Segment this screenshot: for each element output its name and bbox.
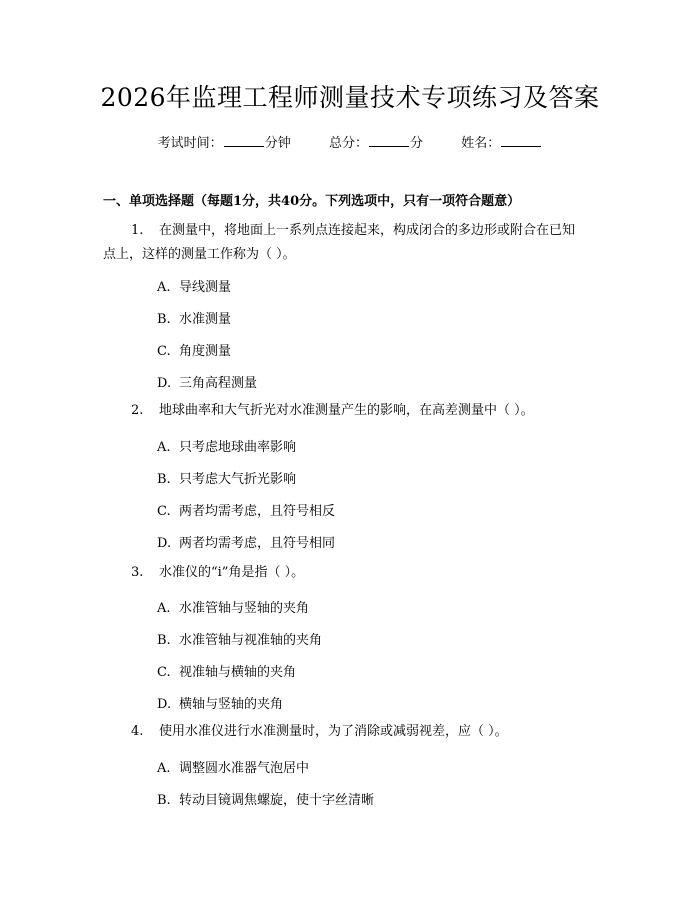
section-heading: 一、单项选择题（每题1分，共40分。下列选项中，只有一项符合题意） [103, 194, 521, 209]
option-1d: D. 三角高程测量 [157, 376, 258, 391]
option-3d: D. 横轴与竖轴的夹角 [157, 697, 284, 712]
question-number: 1. [131, 223, 144, 238]
question-text: 使用水准仪进行水准测量时，为了消除或减弱视差，应（ ）。 [159, 724, 508, 739]
option-2b: B. 只考虑大气折光影响 [157, 472, 297, 487]
option-1b: B. 水准测量 [157, 312, 232, 327]
option-1a: A. 导线测量 [157, 280, 232, 295]
question-4 [103, 720, 603, 744]
time-label: 考试时间： [157, 136, 223, 151]
score-blank [369, 134, 409, 147]
option-2a: A. 只考虑地球曲率影响 [157, 440, 297, 455]
question-2 [103, 399, 603, 423]
score-unit: 分 [410, 136, 424, 151]
option-4b: B. 转动目镜调焦螺旋，使十字丝清晰 [157, 793, 375, 808]
time-blank [224, 134, 264, 147]
option-3b: B. 水准管轴与视准轴的夹角 [157, 633, 323, 648]
question-text-cont: 点上，这样的测量工作称为（ ）。 [103, 247, 296, 262]
question-text: 在测量中，将地面上一系列点连接起来，构成闭合的多边形或附合在已知 [159, 223, 576, 238]
option-1c: C. 角度测量 [157, 344, 232, 359]
question-number: 2. [131, 403, 144, 418]
question-text: 地球曲率和大气折光对水准测量产生的影响，在高差测量中（ ）。 [159, 403, 534, 418]
option-3a: A. 水准管轴与竖轴的夹角 [157, 601, 310, 616]
option-2d: D. 两者均需考虑，且符号相同 [157, 536, 336, 551]
option-3c: C. 视准轴与横轴的夹角 [157, 665, 297, 680]
exam-meta [0, 132, 700, 151]
name-label: 姓名： [461, 136, 501, 151]
score-label: 总分： [328, 136, 368, 151]
option-4a: A. 调整圆水准器气泡居中 [157, 761, 310, 776]
question-1 [103, 219, 603, 267]
question-number: 3. [131, 565, 144, 580]
page-title: 2026年监理工程师测量技术专项练习及答案 [100, 83, 600, 112]
question-text: 水准仪的“i”角是指（ ）。 [159, 565, 305, 580]
time-unit: 分钟 [264, 136, 291, 151]
question-3 [103, 561, 603, 585]
name-blank [501, 134, 541, 147]
option-2c: C. 两者均需考虑，且符号相反 [157, 504, 336, 519]
question-number: 4. [131, 724, 144, 739]
